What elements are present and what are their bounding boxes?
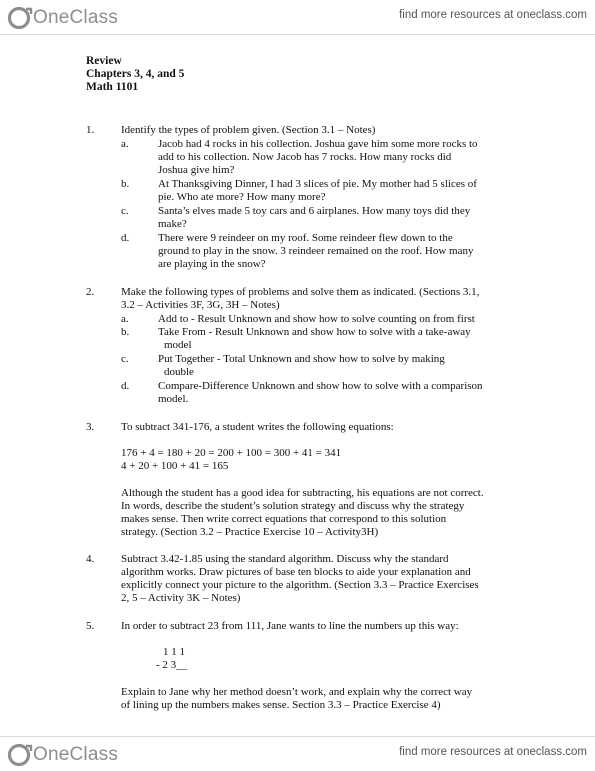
resources-link[interactable]: find more resources at oneclass.com bbox=[399, 9, 587, 21]
q1d-line3: are playing in the snow? bbox=[158, 258, 266, 270]
q2b-line1: Take From - Result Unknown and show how to solve with a take-away bbox=[158, 326, 471, 338]
q3-line3: makes sense. Then write correct equations that correspond to this solution bbox=[121, 513, 447, 525]
brand-name: OneClass bbox=[33, 7, 119, 28]
q3-line1: Although the student has a good idea for subtracting, his equations are not correct. bbox=[121, 487, 484, 499]
q4-line2: algorithm works. Draw pictures of base ten blocks to aide your explanation and bbox=[121, 566, 471, 578]
q1d-line2: ground to play in the snow. 3 reindeer remained on the roof. How many bbox=[158, 245, 474, 257]
q5-bottom-number: - 2 3__ bbox=[156, 659, 188, 671]
q4-line3: explicitly connect your picture to the algorithm. (Section 3.3 – Practice Exercises bbox=[121, 579, 479, 591]
q3-number: 3. bbox=[86, 421, 95, 433]
brand-name-footer: OneClass bbox=[33, 744, 119, 765]
q2b-line2: model bbox=[164, 339, 192, 351]
q2d-line1: Compare-Difference Unknown and show how to solve with a comparison bbox=[158, 380, 483, 392]
oneclass-o-icon bbox=[6, 742, 34, 768]
q2-number: 2. bbox=[86, 286, 95, 298]
q5-number: 5. bbox=[86, 620, 95, 632]
q3-intro: To subtract 341-176, a student writes the following equations: bbox=[121, 421, 394, 433]
q4-line1: Subtract 3.42-1.85 using the standard algorithm. Discuss why the standard bbox=[121, 553, 449, 565]
q1a-label: a. bbox=[121, 138, 129, 150]
q5-line1: Explain to Jane why her method doesn’t work, and explain why the correct way bbox=[121, 686, 473, 698]
q1b-line1: At Thanksgiving Dinner, I had 3 slices of pie. My mother had 5 slices of bbox=[158, 178, 477, 190]
q2c-line2: double bbox=[164, 366, 194, 378]
q4-line4: 2, 5 – Activity 3K – Notes) bbox=[121, 592, 241, 604]
q1b-label: b. bbox=[121, 178, 130, 190]
q2a-label: a. bbox=[121, 313, 129, 325]
q1d-line1: There were 9 reindeer on my roof. Some reindeer flew down to the bbox=[158, 232, 453, 244]
q1a-line2: add to his collection. Now Jacob has 7 rocks. How many rocks did bbox=[158, 151, 452, 163]
q2d-label: d. bbox=[121, 380, 130, 392]
q5-top-number: 1 1 1 bbox=[163, 646, 185, 658]
q3-equation-1: 176 + 4 = 180 + 20 = 200 + 100 = 300 + 41 = 341 bbox=[121, 447, 342, 459]
q3-line2: In words, describe the student’s solution strategy and discuss why the strategy bbox=[121, 500, 465, 512]
q3-line4: strategy. (Section 3.2 – Practice Exercise 10 – Activity3H) bbox=[121, 526, 379, 538]
q1a-line3: Joshua give him? bbox=[158, 164, 235, 176]
q1c-line1: Santa’s elves made 5 toy cars and 6 airplanes. How many toys did they bbox=[158, 205, 471, 217]
q2d-line2: model. bbox=[158, 393, 189, 405]
doc-title: Review bbox=[86, 55, 122, 67]
q3-equation-2: 4 + 20 + 100 + 41 = 165 bbox=[121, 460, 229, 472]
oneclass-logo-footer[interactable] bbox=[6, 742, 118, 768]
doc-chapters: Chapters 3, 4, and 5 bbox=[86, 68, 185, 80]
q2b-label: b. bbox=[121, 326, 130, 338]
q5-intro: In order to subtract 23 from 111, Jane wants to line the numbers up this way: bbox=[121, 620, 459, 632]
q1c-line2: make? bbox=[158, 218, 187, 230]
q2c-label: c. bbox=[121, 353, 129, 365]
q5-line2: of lining up the numbers makes sense. Section 3.3 – Practice Exercise 4) bbox=[121, 699, 441, 711]
q2-line1: Make the following types of problems and solve them as indicated. (Sections 3.1, bbox=[121, 286, 480, 298]
doc-course: Math 1101 bbox=[86, 81, 139, 93]
q1-text: Identify the types of problem given. (Section 3.1 – Notes) bbox=[121, 124, 376, 136]
q1b-line2: pie. Who ate more? How many more? bbox=[158, 191, 326, 203]
q4-number: 4. bbox=[86, 553, 95, 565]
q2-line2: 3.2 – Activities 3F, 3G, 3H – Notes) bbox=[121, 299, 280, 311]
bottom-banner bbox=[0, 736, 595, 771]
q1-number: 1. bbox=[86, 124, 95, 136]
q2a-line1: Add to - Result Unknown and show how to solve counting on from first bbox=[158, 313, 475, 325]
q1a-line1: Jacob had 4 rocks in his collection. Joshua gave him some more rocks to bbox=[158, 138, 478, 150]
resources-link-footer[interactable]: find more resources at oneclass.com bbox=[399, 746, 587, 758]
q2c-line1: Put Together - Total Unknown and show how to solve by making bbox=[158, 353, 445, 365]
q1d-label: d. bbox=[121, 232, 130, 244]
q1c-label: c. bbox=[121, 205, 129, 217]
